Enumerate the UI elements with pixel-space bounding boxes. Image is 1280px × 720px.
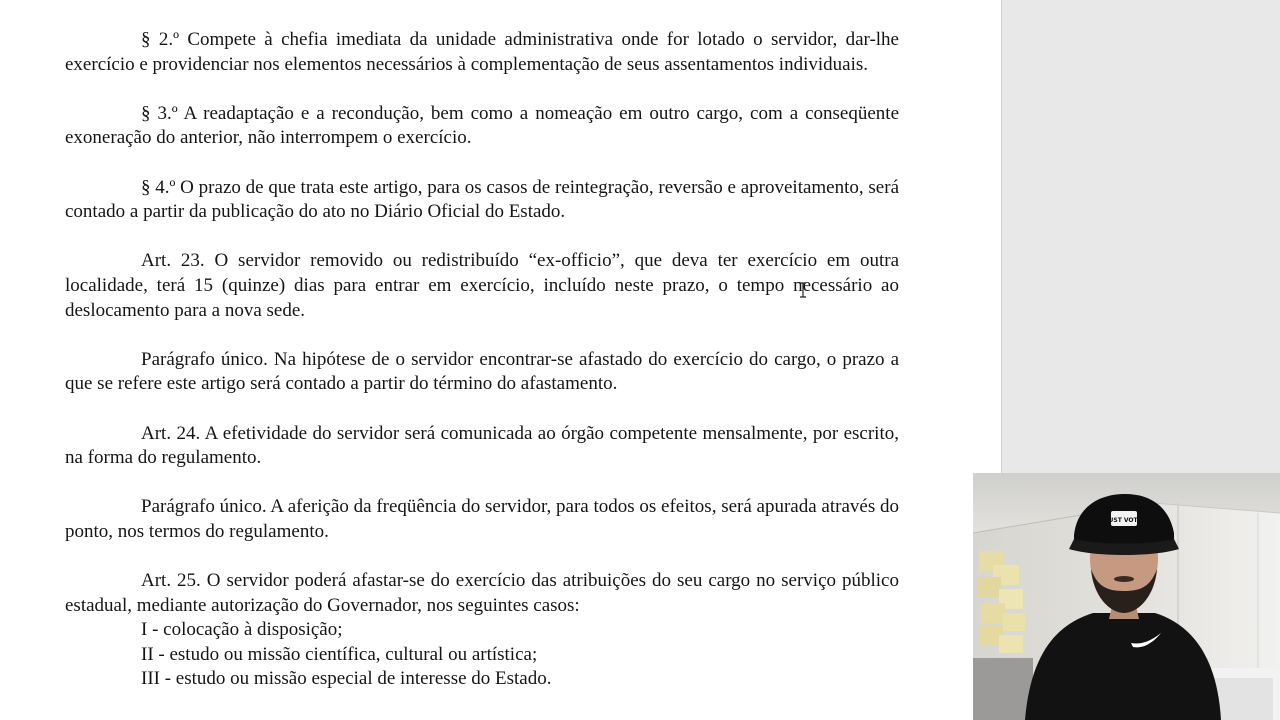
paragraph-sec-3: § 3.º A readaptação e a recondução, bem como a nomeação em outro cargo, com a conseqüente exoneração do anterior, não interrompem o exercício.: [65, 102, 899, 149]
paragraph-art-23: Art. 23. O servidor removido ou redistribuído “ex-officio”, que deva ter exercício em outra localidade, terá 15 (quinze) dias para entrar em exercício, incluído neste prazo, o tempo necessário ao deslocamento para a nova sede.: [65, 250, 899, 321]
list-item-iii: III - estudo ou missão especial de interesse do Estado.: [141, 668, 552, 690]
i-beam-cursor-icon: [798, 282, 808, 298]
webcam-feed: [973, 473, 1280, 720]
paragraph-sec-2: § 2.º Compete à chefia imediata da unidade administrativa onde for lotado o servidor, dar-lhe exercício e providenciar nos elementos necessários à complementação de seus assentamentos individuais.: [65, 29, 899, 75]
webcam-overlay: [973, 473, 1280, 720]
paragraph-art-25: Art. 25. O servidor poderá afastar-se do exercício das atribuições do seu cargo no serviço público estadual, mediante autorização do Governador, nos seguintes casos:: [65, 570, 899, 616]
paragraph-art-24-sole: Parágrafo único. A aferição da freqüência do servidor, para todos os efeitos, será apurada através do ponto, nos termos do regulamento.: [65, 496, 899, 542]
list-item-i: I - colocação à disposição;: [141, 619, 343, 641]
document-text: [65, 28, 899, 692]
cap-logo-text: JUST VOTE: [1106, 517, 1142, 524]
paragraph-sec-4: § 4.º O prazo de que trata este artigo, para os casos de reintegração, reversão e aproveitamento, será contado a partir da publicação do ato no Diário Oficial do Estado.: [65, 176, 899, 223]
list-item-ii: II - estudo ou missão científica, cultural ou artística;: [141, 643, 538, 665]
paragraph-art-23-sole: Parágrafo único. Na hipótese de o servidor encontrar-se afastado do exercício do cargo, o prazo a que se refere este artigo será contado a partir do término do afastamento.: [65, 348, 899, 395]
paragraph-art-24: Art. 24. A efetividade do servidor será comunicada ao órgão competente mensalmente, por escrito, na forma do regulamento.: [65, 422, 899, 469]
